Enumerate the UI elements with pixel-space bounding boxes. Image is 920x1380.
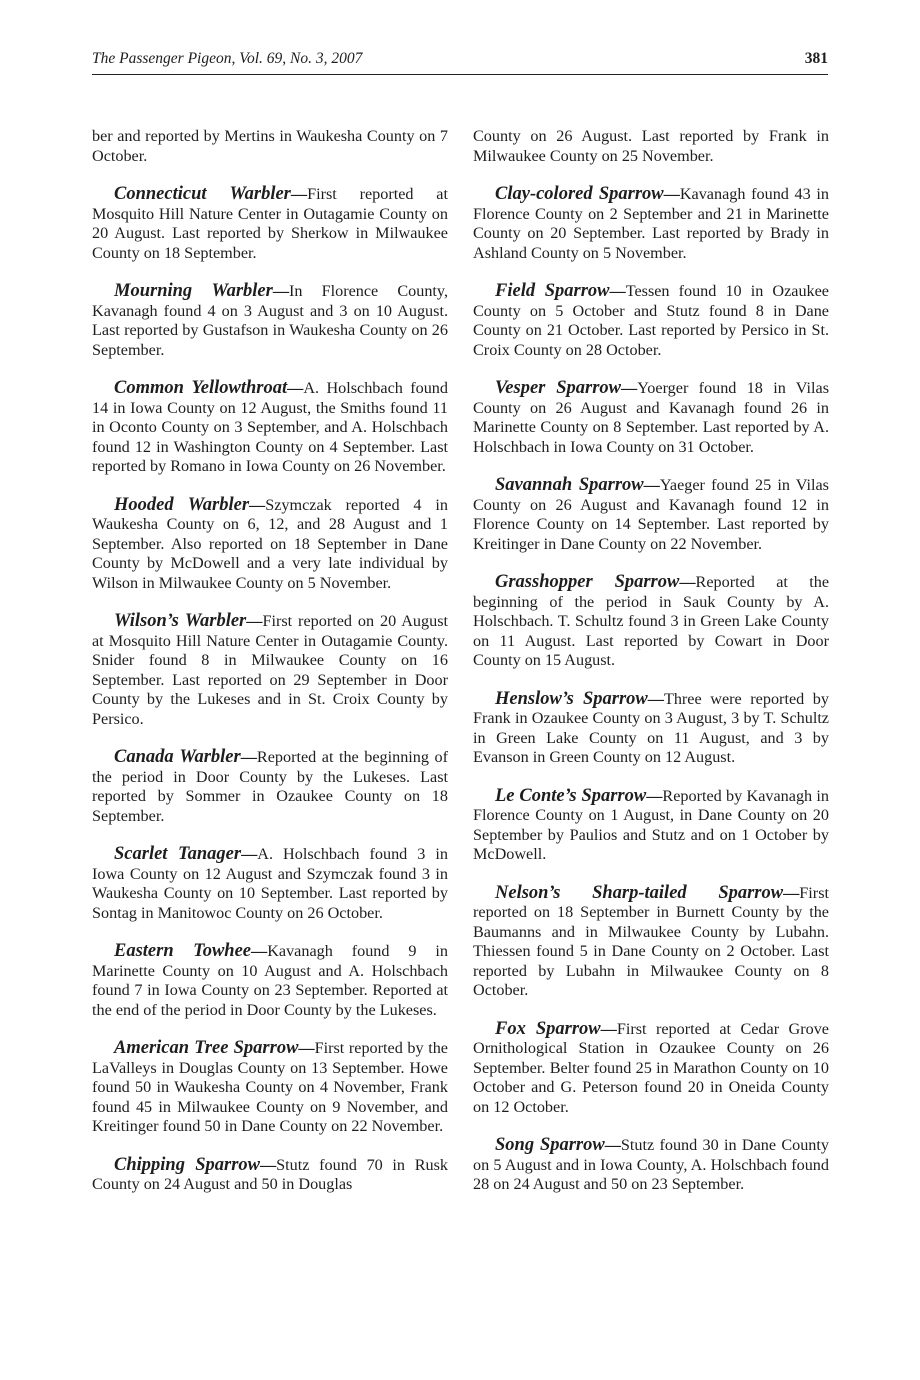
running-header [92, 50, 828, 75]
species-account [92, 127, 448, 166]
account-text: First reported at Cedar Grove Ornithological Station in Ozaukee County on 26 September. Belter found 25 in Marathon County on 10 October and G. Peterson found 20 in Oneida County on 12 October. [473, 1019, 829, 1116]
species-name: Common Yellowthroat [114, 378, 288, 398]
species-account: Common Yellowthroat—A. Holschbach found 14 in Iowa County on 12 August, the Smiths found 11 in Oconto County on 3 September, and A. Holschbach found 12 in Washington County on 4 September. Last reported by Romano in Iowa County on 26 November. [92, 378, 448, 475]
species-name: Chipping Sparrow [114, 1154, 260, 1175]
species-account: Savannah Sparrow—Yaeger found 25 in Vilas County on 26 August and Kavanagh found 12 in Florence County on 14 September. Last reported by Kreitinger in Dane County on 22 November. [473, 475, 829, 553]
left-column [92, 127, 448, 1214]
account-text: Kavanagh found 9 in Marinette County on 10 August and A. Holschbach found 7 in Iowa County on 23 September. Reported at the end of the period in Door County by the Lukeses. [92, 942, 448, 1019]
species-account: Hooded Warbler—Szymczak reported 4 in Waukesha County on 6, 12, and 28 August and 1 September. Also reported on 18 September in Dane County by McDowell and a very late individual by Wilson in Milwaukee County on 5 November. [92, 494, 448, 592]
species-name: Canada Warbler [114, 747, 241, 767]
account-text: A. Holschbach found 3 in Iowa County on 12 August and Szymczak found 3 in Waukesha County on 10 September. Last reported by Sontag in Manitowoc County on 26 October. [92, 845, 449, 922]
species-name: Mourning Warbler [114, 281, 273, 301]
species-account: Henslow’s Sparrow—Three were reported by Frank in Ozaukee County on 3 August, 3 by T. Schultz in Green Lake County on 11 August, and 3 by Evanson in Green County on 12 August. [473, 688, 829, 766]
species-account: Grasshopper Sparrow—Reported at the beginning of the period in Sauk County by A. Holschbach. T. Schultz found 3 in Green Lake County on 11 August. Last reported by Cowart in Door County on 15 August. [473, 572, 830, 669]
account-text: First reported at Mosquito Hill Nature Center in Outagamie County on 20 August. Last reported by Sherkow in Milwaukee County on 18 September. [92, 185, 448, 262]
species-account: Fox Sparrow—First reported at Cedar Grove Ornithological Station in Ozaukee County on 26 September. Belter found 25 in Marathon County on 10 October and G. Peterson found 20 in Oneida County on 12 October. [473, 1018, 829, 1116]
account-text: Reported by Kavanagh in Florence County on 1 August, in Dane County on 20 September by Paulios and Stutz and on 1 October by McDowell. [473, 786, 829, 863]
species-name: Fox Sparrow [495, 1018, 601, 1039]
species-name: Wilson’s Warbler [114, 611, 247, 631]
account-text: County on 26 August. Last reported by Frank in Milwaukee County on 25 November. [473, 127, 829, 165]
species-account: Wilson’s Warbler—First reported on 20 August at Mosquito Hill Nature Center in Outagamie County. Snider found 8 in Milwaukee County on 16 September. Last reported on 29 September in Door County by the Lukeses and in St. Croix County by Persico. [92, 611, 448, 728]
species-account: Canada Warbler—Reported at the beginning of the period in Door County by the Lukeses. Last reported by Sommer in Ozaukee County on 18 September. [92, 747, 448, 825]
species-account: American Tree Sparrow—First reported by the LaValleys in Douglas County on 13 September. Howe found 50 in Waukesha County on 4 November, Frank found 45 in Milwaukee County on 9 November, and Kreitinger found 50 in Dane County on 22 November. [92, 1038, 448, 1135]
journal-title: The Passenger Pigeon, Vol. 69, No. 3, 2007 [92, 50, 363, 67]
account-text: In Florence County, Kavanagh found 4 on 3 August and 3 on 10 August. Last reported by Gustafson in Waukesha County on 26 September. [92, 282, 448, 359]
species-account: Scarlet Tanager—A. Holschbach found 3 in Iowa County on 12 August and Szymczak found 3 in Waukesha County on 10 September. Last reported by Sontag in Manitowoc County on 26 October. [92, 844, 449, 922]
species-account: Chipping Sparrow—Stutz found 70 in Rusk County on 24 August and 50 in Douglas [92, 1154, 448, 1193]
species-name: Connecticut Warbler [114, 184, 291, 204]
page-number: 381 [804, 50, 828, 67]
species-name: Le Conte’s Sparrow [495, 785, 647, 806]
account-text: Three were reported by Frank in Ozaukee County on 3 August, 3 by T. Schultz in Green Lake County on 11 August, and 3 by Evanson in Green County on 12 August. [473, 689, 829, 766]
species-name: Scarlet Tanager [114, 844, 242, 864]
species-name: Field Sparrow [495, 281, 610, 301]
account-text: First reported on 20 August at Mosquito Hill Nature Center in Outagamie County. Snider found 8 in Milwaukee County on 16 September. Last reported on 29 September in Door County by the Lukeses and in St. Croix County by Persico. [92, 612, 448, 728]
species-account: Song Sparrow—Stutz found 30 in Dane County on 5 August and in Iowa County, A. Holschbach found 28 on 24 August and 50 on 23 September. [473, 1135, 829, 1193]
species-account: Vesper Sparrow—Yoerger found 18 in Vilas County on 26 August and Kavanagh found 26 in Marinette County on 8 September. Last reported by A. Holschbach in Iowa County on 31 October. [473, 378, 830, 456]
species-name: Vesper Sparrow [495, 378, 622, 398]
species-name: Grasshopper Sparrow [495, 572, 680, 592]
account-text: Stutz found 70 in Rusk County on 24 August and 50 in Douglas [92, 1155, 448, 1193]
species-account: Le Conte’s Sparrow—Reported by Kavanagh in Florence County on 1 August, in Dane County on 20 September by Paulios and Stutz and on 1 October by McDowell. [473, 785, 829, 863]
account-text: Reported at the beginning of the period in Sauk County by A. Holschbach. T. Schultz found 3 in Green Lake County on 11 August. Last reported by Cowart in Door County on 15 August. [473, 573, 830, 669]
species-name: American Tree Sparrow [114, 1038, 299, 1058]
account-text: Szymczak reported 4 in Waukesha County on 6, 12, and 28 August and 1 September. Also reported on 18 September in Dane County by McDowell and a very late individual by Wilson in Milwaukee County on 5 November. [92, 495, 448, 592]
species-account: Connecticut Warbler—First reported at Mosquito Hill Nature Center in Outagamie County on 20 August. Last reported by Sherkow in Milwaukee County on 18 September. [92, 184, 448, 262]
species-name: Nelson’s Sharp-tailed Sparrow [495, 882, 784, 903]
species-account [473, 127, 829, 166]
species-name: Hooded Warbler [114, 494, 250, 515]
account-text: Stutz found 30 in Dane County on 5 August and in Iowa County, A. Holschbach found 28 on 24 August and 50 on 23 September. [473, 1136, 829, 1193]
species-account: Field Sparrow—Tessen found 10 in Ozaukee County on 5 October and Stutz found 8 in Dane County on 21 October. Last reported by Persico in St. Croix County on 28 October. [473, 281, 829, 359]
species-account: Eastern Towhee—Kavanagh found 9 in Marinette County on 10 August and A. Holschbach found 7 in Iowa County on 23 September. Reported at the end of the period in Door County by the Lukeses. [92, 941, 448, 1019]
account-text: Yaeger found 25 in Vilas County on 26 August and Kavanagh found 12 in Florence County on 14 September. Last reported by Kreitinger in Dane County on 22 November. [473, 476, 829, 553]
right-column [473, 127, 829, 1214]
account-text: Tessen found 10 in Ozaukee County on 5 October and Stutz found 8 in Dane County on 21 October. Last reported by Persico in St. Croix County on 28 October. [473, 282, 829, 359]
species-name: Eastern Towhee [114, 941, 252, 961]
species-account: Nelson’s Sharp-tailed Sparrow—First reported on 18 September in Burnett County by the Baumanns and in Milwaukee County by Lubahn. Thiessen found 5 in Dane County on 2 October. Last reported by Lubahn in Milwaukee County on 8 October. [473, 882, 829, 999]
account-text: First reported by the LaValleys in Douglas County on 13 September. Howe found 50 in Waukesha County on 4 November, Frank found 45 in Milwaukee County on 9 November, and Kreitinger found 50 in Dane County on 22 November. [92, 1039, 448, 1135]
account-text: ber and reported by Mertins in Waukesha County on 7 October. [92, 127, 448, 165]
species-account: Mourning Warbler—In Florence County, Kavanagh found 4 on 3 August and 3 on 10 August. Last reported by Gustafson in Waukesha County on 26 September. [92, 281, 448, 359]
species-name: Song Sparrow [495, 1135, 605, 1155]
account-text: Yoerger found 18 in Vilas County on 26 August and Kavanagh found 26 in Marinette County on 8 September. Last reported by A. Holschbach in Iowa County on 31 October. [473, 379, 830, 456]
species-account: Clay-colored Sparrow—Kavanagh found 43 in Florence County on 2 September and 21 in Marinette County on 20 September. Last reported by Brady in Ashland County on 5 November. [473, 184, 829, 262]
account-text: Kavanagh found 43 in Florence County on 2 September and 21 in Marinette County on 20 September. Last reported by Brady in Ashland County on 5 November. [473, 185, 829, 262]
account-text: A. Holschbach found 14 in Iowa County on 12 August, the Smiths found 11 in Oconto County on 3 September, and A. Holschbach found 12 in Washington County on 4 September. Last reported by Romano in Iowa County on 26 November. [92, 379, 448, 475]
species-name: Clay-colored Sparrow [495, 184, 664, 204]
account-text: Reported at the beginning of the period in Door County by the Lukeses. Last reported by Sommer in Ozaukee County on 18 September. [92, 748, 448, 825]
account-text: First reported on 18 September in Burnett County by the Baumanns and in Milwaukee County by Lubahn. Thiessen found 5 in Dane County on 2 October. Last reported by Lubahn in Milwaukee County on 8 October. [473, 883, 829, 999]
species-name: Savannah Sparrow [495, 475, 644, 495]
species-name: Henslow’s Sparrow [495, 688, 648, 709]
